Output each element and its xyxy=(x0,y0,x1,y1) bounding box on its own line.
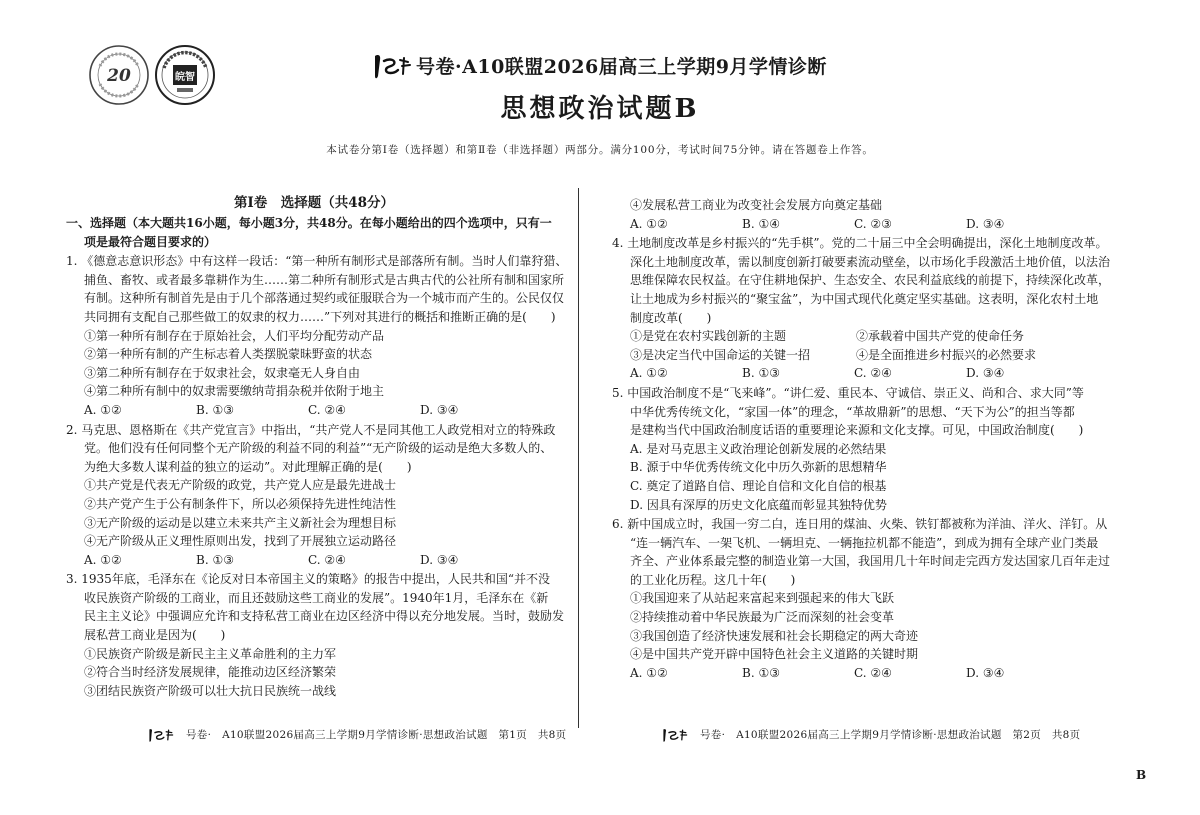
page-footer-right xyxy=(660,727,1080,743)
exam-instructions: 本试卷分第Ⅰ卷（选择题）和第Ⅱ卷（非选择题）两部分。满分100分，考试时间75分钟。请在答题卷上作答。 xyxy=(326,144,874,156)
answer-options xyxy=(66,551,562,570)
answer-options xyxy=(612,664,1112,683)
exam-series-title xyxy=(416,52,836,79)
page-title: 思想政治试题B xyxy=(500,94,700,124)
answer-option[interactable]: B. ①③ xyxy=(742,366,780,381)
question-stem-line: 1935年底，毛泽东在《论反对日本帝国主义的策略》的报告中提出，人民共和国“并不没 xyxy=(81,572,550,587)
question-stem-line: “连一辆汽车、一架飞机、一辆坦克、一辆拖拉机都不能造”，到成为拥有全球产业门类最 xyxy=(630,535,1099,550)
statement-item: ②共产党产生于公有制条件下，所以必须保持先进性纯洁性 xyxy=(84,496,397,511)
question-stem-line: 有制。这种所有制首先是由于几个部落通过契约或征服联合为一个城市而产生的。公民仅仅 xyxy=(84,291,565,306)
statement-item: ④是全面推进乡村振兴的必然要求 xyxy=(856,347,1037,362)
left-column xyxy=(66,192,568,700)
answer-option[interactable]: C. ②④ xyxy=(308,552,346,567)
answer-option[interactable]: A. 是对马克思主义政治理论创新发展的必然结果 xyxy=(630,441,887,456)
question-2 xyxy=(66,421,562,570)
question-number: 4. xyxy=(612,236,624,251)
answer-option[interactable]: B. ①③ xyxy=(196,552,234,567)
question-stem-line: 中华优秀传统文化，“家国一体”的理念，“革故鼎新”的思想、“天下为公”的担当等都 xyxy=(630,404,1075,419)
answer-option[interactable]: D. ③④ xyxy=(420,402,459,417)
question-stem-line: 捕鱼、畜牧、或者最多靠耕作为生……第二种所有制形式是古典古代的公社所有制和国家所 xyxy=(84,272,565,287)
page-footer-left xyxy=(146,727,566,743)
question-stem-line: 马克思、恩格斯在《共产党宣言》中指出，“共产党人不是同其他工人政党相对立的特殊政 xyxy=(81,422,556,437)
version-mark: B xyxy=(1136,768,1147,782)
section-intro-line1: 一、选择题（本大题共16小题，每小题3分，共48分。在每小题给出的四个选项中，只有一 xyxy=(66,216,552,230)
answer-option[interactable]: A. ①② xyxy=(84,552,122,567)
exam-name: A10联盟2026届高三上学期9月学情诊断 xyxy=(462,56,827,78)
question-4 xyxy=(612,234,1112,383)
answer-option[interactable]: D. ③④ xyxy=(420,552,459,567)
question-stem-line: 让土地成为乡村振兴的“聚宝盆”，为中国式现代化奠定坚实基础。这表明，深化农村土地 xyxy=(630,291,1099,306)
statement-item: ③第二种所有制存在于奴隶社会，奴隶毫无人身自由 xyxy=(84,365,361,380)
statement-row xyxy=(612,327,1112,346)
answer-option[interactable]: A. ①② xyxy=(630,665,668,680)
right-column xyxy=(612,196,1112,682)
answer-option[interactable]: B. ①③ xyxy=(196,402,234,417)
answer-option[interactable]: C. ②③ xyxy=(854,216,892,231)
question-stem-line: 的工业化历程。这几十年( ) xyxy=(630,572,796,587)
question-stem-line: 展私营工商业是因为( ) xyxy=(84,628,226,643)
answer-option[interactable]: A. ①② xyxy=(630,216,668,231)
question-6 xyxy=(612,515,1112,682)
question-number: 5. xyxy=(612,385,624,400)
answer-options xyxy=(612,364,1112,383)
question-3-continued xyxy=(612,196,1112,233)
answer-option[interactable]: A. ①② xyxy=(84,402,122,417)
question-number: 1. xyxy=(66,254,78,269)
question-stem-line: 深化土地制度改革，需以制度创新打破要素流动壁垒，以市场化手段激活土地价值，以法治 xyxy=(630,254,1111,269)
question-1 xyxy=(66,252,568,419)
answer-option[interactable]: D. 因具有深厚的历史文化底蕴而彰显其独特优势 xyxy=(630,497,887,512)
statement-item: ③我国创造了经济快速发展和社会长期稳定的两大奇迹 xyxy=(630,628,919,643)
statement-row xyxy=(612,346,1112,365)
answer-option[interactable]: B. ①④ xyxy=(742,216,780,231)
statement-item: ②第一种所有制的产生标志着人类摆脱蒙昧野蛮的状态 xyxy=(84,347,373,362)
answer-option[interactable]: D. ③④ xyxy=(966,366,1005,381)
question-stem-line: 土地制度改革是乡村振兴的“先手棋”。党的二十届三中全会明确提出，深化土地制度改革。 xyxy=(627,236,1108,251)
statement-item: ①第一种所有制存在于原始社会，人们平均分配劳动产品 xyxy=(84,328,385,343)
answer-options xyxy=(66,401,562,420)
statement-item: ④是中国共产党开辟中国特色社会主义道路的关键时期 xyxy=(630,647,919,662)
question-stem-line: 新中国成立时，我国一穷二白，连日用的煤油、火柴、铁钉都被称为洋油、洋火、洋钉。从 xyxy=(627,517,1108,532)
statement-item: ②持续推动着中华民族最为广泛而深刻的社会变革 xyxy=(630,610,895,625)
section-title: 第Ⅰ卷 选择题（共48分） xyxy=(233,195,395,211)
answer-option[interactable]: C. ②④ xyxy=(308,402,346,417)
question-stem-line: 中国政治制度不是“飞来峰”。“讲仁爱、重民本、守诚信、崇正义、尚和合、求大同”等 xyxy=(627,385,1084,400)
answer-option[interactable]: D. ③④ xyxy=(966,665,1005,680)
brand-text: 号卷· xyxy=(416,56,463,78)
seal-number: 20 xyxy=(107,66,131,86)
question-stem-line: 思维保障农民权益。在守住耕地保护、生态安全、农民利益底线的前提下，持续深化改革， xyxy=(630,273,1111,288)
statement-item: ①我国迎来了从站起来富起来到强起来的伟大飞跃 xyxy=(630,591,895,606)
answer-option[interactable]: C. 奠定了道路自信、理论自信和文化自信的根基 xyxy=(630,478,887,493)
answer-option[interactable]: D. ③④ xyxy=(966,216,1005,231)
answer-option[interactable]: B. ①③ xyxy=(742,665,780,680)
footer-text: A10联盟2026届高三上学期9月学情诊断·思想政治试题 第2页 共8页 xyxy=(736,729,1081,741)
question-stem-line: 齐全、产业体系最完整的制造业第一大国，我国用几十年时间走完西方发达国家几百年走过 xyxy=(630,554,1111,569)
brand-calligraphy-icon xyxy=(660,727,694,743)
statement-item: ③无产阶级的运动是以建立未来共产主义新社会为理想目标 xyxy=(84,515,397,530)
seal-text: 皖智 xyxy=(175,72,195,83)
statement-item: ②承载着中国共产党的使命任务 xyxy=(856,329,1025,344)
answer-option[interactable]: A. ①② xyxy=(630,366,668,381)
footer-brand: 号卷· xyxy=(186,729,212,741)
footer-brand: 号卷· xyxy=(700,729,726,741)
brand-calligraphy-icon xyxy=(372,52,412,80)
statement-item: ④第二种所有制中的奴隶需要缴纳苛捐杂税并依附于地主 xyxy=(84,384,385,399)
statement-item: ①共产党是代表无产阶级的政党，共产党人应是最先进战士 xyxy=(84,478,397,493)
question-3 xyxy=(66,570,565,700)
statement-item: ②符合当时经济发展规律，能推动边区经济繁荣 xyxy=(84,665,337,680)
question-stem-line: 民主主义论》中强调应允许和支持私营工商业在边区经济中得以充分地发展。当时，鼓励发 xyxy=(84,609,565,624)
answer-option[interactable]: C. ②④ xyxy=(854,665,892,680)
statement-item: ①是党在农村实践创新的主题 xyxy=(630,329,787,344)
statement-item: ③团结民族资产阶级可以壮大抗日民族统一战线 xyxy=(84,683,337,698)
question-5 xyxy=(612,384,1112,514)
question-stem-line: 党。他们没有任何同整个无产阶级的利益不同的利益”“无产阶级的运动是绝大多数人的、 xyxy=(84,441,553,456)
column-divider xyxy=(578,188,579,728)
question-number: 2. xyxy=(66,422,78,437)
question-stem-line: 收民族资产阶级的工商业，而且还鼓励这些工商业的发展”。1940年1月，毛泽东在《新 xyxy=(84,590,549,605)
statement-item: ③是决定当代中国命运的关键一招 xyxy=(630,347,811,362)
question-stem-line: 《德意志意识形态》中有这样一段话：“第一种所有制形式是部落所有制。当时人们靠狩猎、 xyxy=(81,254,568,269)
section-intro-line2: 项是最符合题目要求的） xyxy=(84,234,217,249)
answer-option[interactable]: B. 源于中华优秀传统文化中历久弥新的思想精华 xyxy=(630,460,887,475)
question-number: 3. xyxy=(66,572,78,587)
question-number: 6. xyxy=(612,517,624,532)
statement-item: ④发展私营工商业为改变社会发展方向奠定基础 xyxy=(630,198,883,212)
brand-calligraphy-icon xyxy=(146,727,180,743)
statement-item: ①民族资产阶级是新民主主义革命胜利的主力军 xyxy=(84,646,337,661)
answer-option[interactable]: C. ②④ xyxy=(854,366,892,381)
question-stem-line: 为绝大多数人谋利益的独立的运动”。对此理解正确的是( ) xyxy=(84,459,412,474)
question-stem-line: 是建构当代中国政治制度话语的重要理论来源和文化支撑。可见，中国政治制度( ) xyxy=(630,423,1084,438)
statement-item: ④无产阶级从正义理性原则出发，找到了开展独立运动路径 xyxy=(84,534,397,549)
question-stem-line: 共同拥有支配自己那些做工的奴隶的权力……”下列对其进行的概括和推断正确的是( ) xyxy=(84,309,556,324)
footer-text: A10联盟2026届高三上学期9月学情诊断·思想政治试题 第1页 共8页 xyxy=(222,729,567,741)
answer-options xyxy=(612,215,1112,234)
question-stem-line: 制度改革( ) xyxy=(630,310,712,325)
